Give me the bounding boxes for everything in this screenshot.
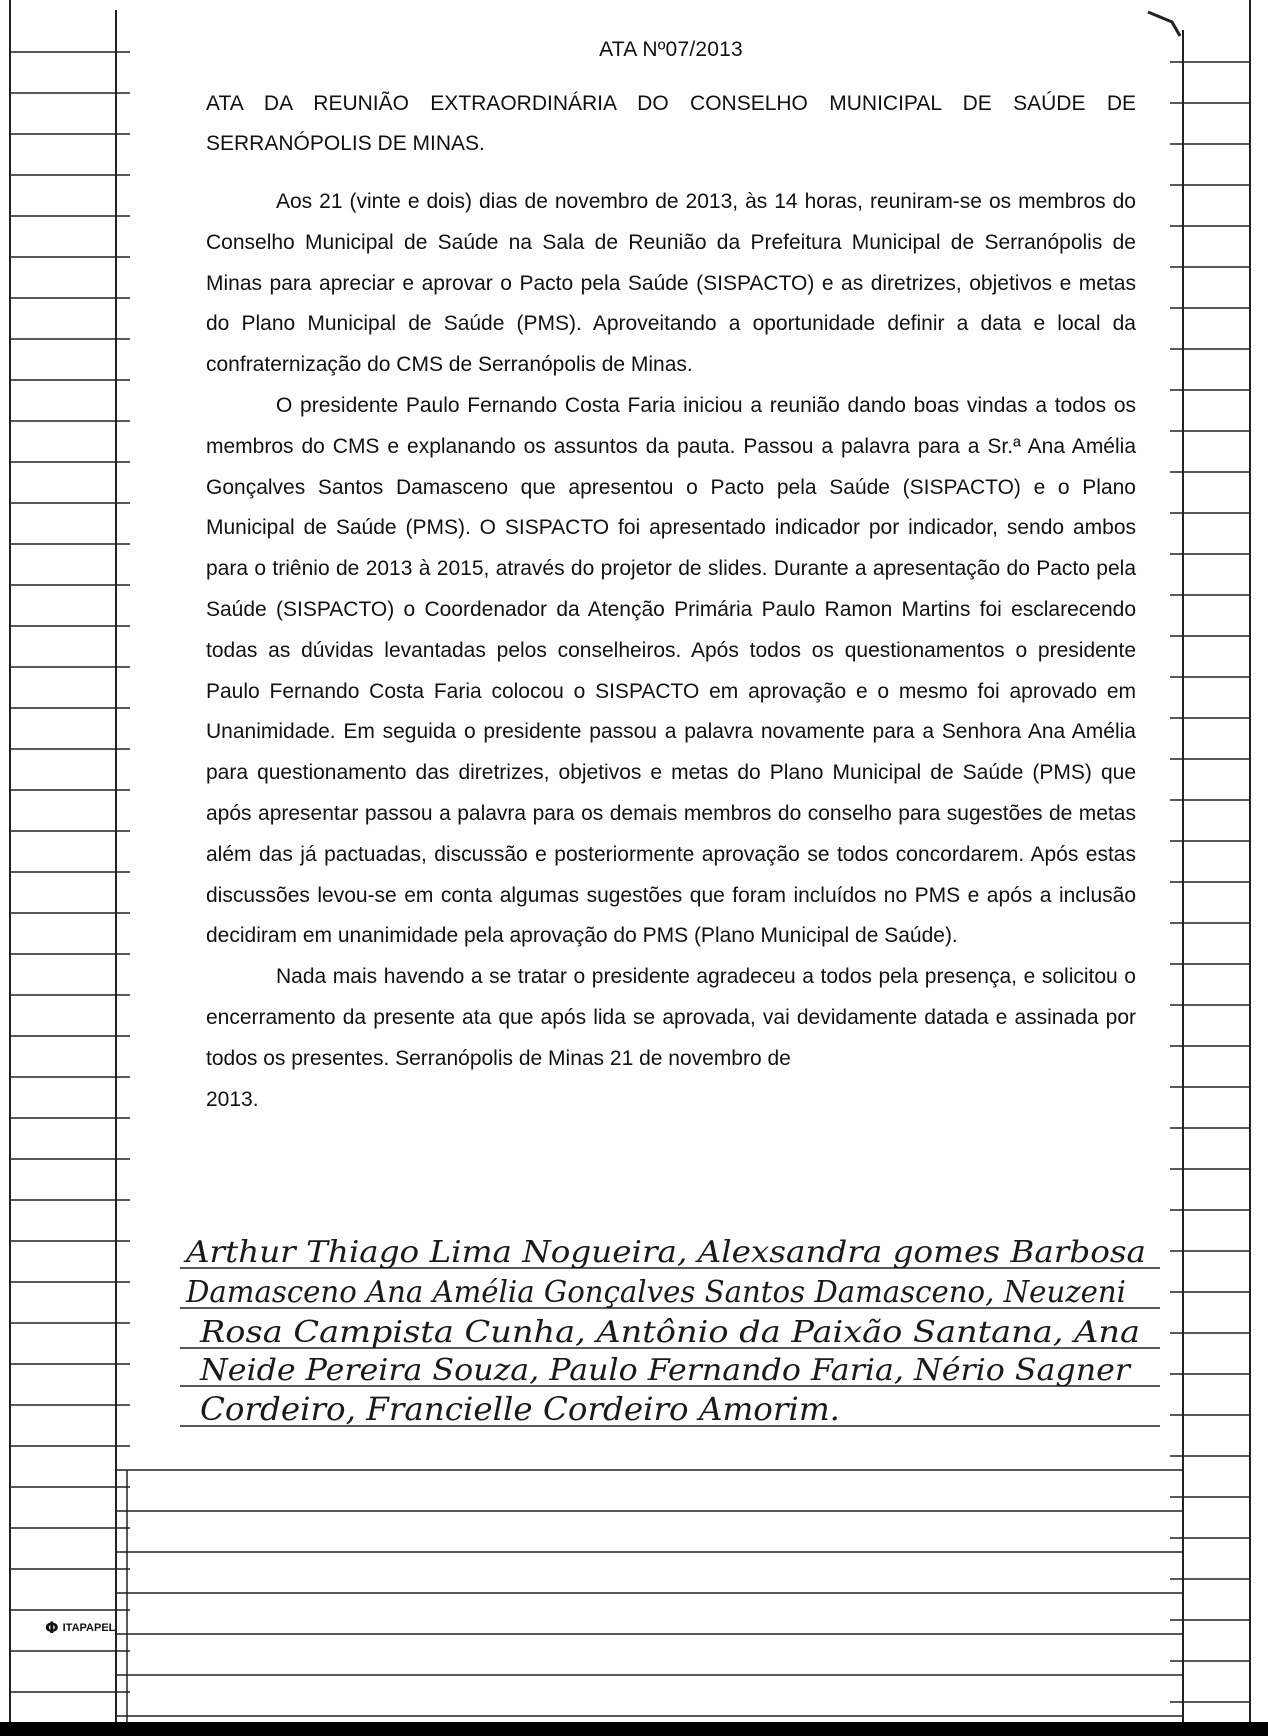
scan-edge-shadow [0,1722,1268,1736]
paragraph-proceedings: O presidente Paulo Fernando Costa Faria iniciou a reunião dando boas vindas a todos os membros do CMS e explanando os assuntos da pauta. Passou a palavra para a Sr.ª Ana Amélia Gonçalves Santos Damasceno que apresentou o Pacto pela Saúde (SISPACTO) e o Plano Municipal de Saúde (PMS). O SISPACTO foi apresentado indicador por indicador, sendo ambos para o triênio de 2013 à 2015, através do projetor de slides. Durante a apresentação do Pacto pela Saúde (SISPACTO) o Coordenador da Atenção Primária Paulo Ramon Martins foi esclarecendo todas as dúvidas levantadas pelos conselheiros. Após todos os questionamentos o presidente Paulo Fernando Costa Faria colocou o SISPACTO em aprovação e o mesmo foi aprovado em Unanimidade. Em seguida o presidente passou a palavra novamente para a Senhora Ana Amélia para questionamento das diretrizes, objetivos e metas do Plano Municipal de Saúde (PMS) que após apresentar passou a palavra para os demais membros do conselho para sugestões de metas além das já pactuadas, discussão e posteriormente aprovação se todos concordarem. Após estas discussões levou-se em conta algumas sugestões que foram incluídos no PMS e após a inclusão decidiram em unanimidade pela aprovação do PMS (Plano Municipal de Saúde). [206,393,1136,948]
paper-brand-name: ITAPAPEL [62,1621,116,1634]
document-number: ATA Nº07/2013 [599,38,743,61]
paragraph-closing: Nada mais havendo a se tratar o presidente agradeceu a todos pela presença, e solicitou o encerramento da presente ata que após lida se aprovada, vai devidamente datada e assinada por todos os presentes. Serranópolis de Minas 21 de novembro de [206,965,1136,1070]
document-title: ATA DA REUNIÃO EXTRAORDINÁRIA DO CONSELHO MUNICIPAL DE SAÚDE DE SERRANÓPOLIS DE MINAS. [206,92,1136,155]
paper-brand-logo [45,1618,115,1637]
document-body [206,28,1136,1120]
paragraph-opening: Aos 21 (vinte e dois) dias de novembro de 2013, às 14 horas, reuniram-se os membros do Conselho Municipal de Saúde na Sala de Reunião da Prefeitura Municipal de Serranópolis de Minas para apreciar e aprovar o Pacto pela Saúde (SISPACTO) e as diretrizes, objetivos e metas do Plano Municipal de Saúde (PMS). Aproveitando a oportunidade definir a data e local da confraternização do CMS de Serranópolis de Minas. [206,190,1136,377]
signature-line: Neide Pereira Souza, Paulo Fernando Faria, Nério Sagner [198,1353,1132,1388]
closing-year: 2013. [206,1087,259,1111]
signature-line: Damasceno Ana Amélia Gonçalves Santos Damasceno, Neuzeni [185,1275,1127,1310]
signature-line: Rosa Campista Cunha, Antônio da Paixão Santana, Ana [198,1315,1141,1350]
itapapel-logo-icon: Φ [45,1618,59,1637]
signature-line: Arthur Thiago Lima Nogueira, Alexsandra gomes Barbosa [182,1235,1146,1270]
signatures-block [180,1228,1160,1438]
signature-line: Cordeiro, Francielle Cordeiro Amorim. [200,1390,840,1428]
